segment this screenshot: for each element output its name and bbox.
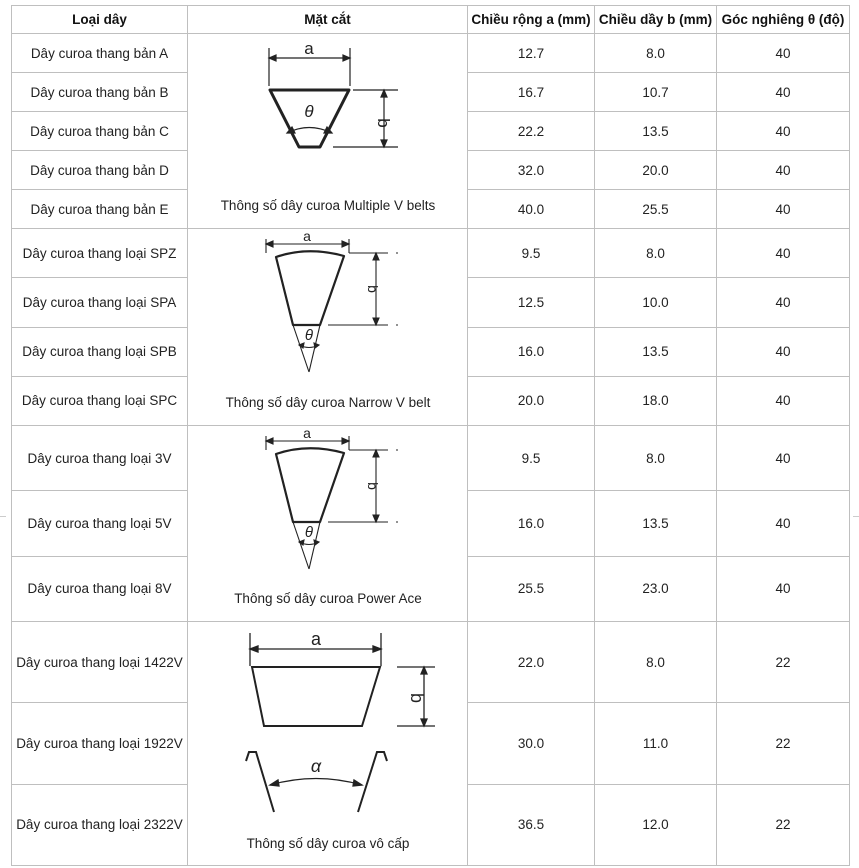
cross-section-power-ace: [188, 426, 468, 622]
value-b: 11.0: [595, 703, 717, 784]
belt-name: Dây curoa thang bản D: [12, 151, 188, 190]
caption-power-ace: Thông số dây curoa Power Ace: [234, 591, 422, 606]
value-angle: 40: [717, 556, 850, 621]
value-a: 40.0: [468, 190, 595, 229]
value-b: 8.0: [595, 426, 717, 491]
value-a: 20.0: [468, 376, 595, 425]
label-theta: θ: [304, 327, 314, 344]
value-b: 18.0: [595, 376, 717, 425]
value-b: 20.0: [595, 151, 717, 190]
page-edge-mark-right: [853, 516, 859, 517]
label-a: a: [310, 629, 322, 649]
table-row: [12, 622, 850, 703]
v-belt-spec-table: [11, 5, 850, 866]
belt-name: Dây curoa thang bản C: [12, 112, 188, 151]
value-a: 32.0: [468, 151, 595, 190]
belt-name: Dây curoa thang loại SPZ: [12, 229, 188, 278]
belt-name: Dây curoa thang loại SPB: [12, 327, 188, 376]
page-edge-mark-left: [0, 516, 6, 517]
value-angle: 40: [717, 34, 850, 73]
belt-name: Dây curoa thang loại 1422V: [12, 622, 188, 703]
value-b: 23.0: [595, 556, 717, 621]
value-a: 9.5: [468, 426, 595, 491]
power-ace-belt-diagram: [188, 426, 468, 621]
value-angle: 40: [717, 491, 850, 556]
caption-multiple-v: Thông số dây curoa Multiple V belts: [220, 198, 436, 213]
value-angle: 40: [717, 190, 850, 229]
dot-marker: [396, 324, 398, 326]
value-angle: 40: [717, 376, 850, 425]
value-a: 22.0: [468, 622, 595, 703]
narrow-v-belt-diagram: [188, 229, 468, 425]
value-a: 16.0: [468, 327, 595, 376]
value-angle: 22: [717, 784, 850, 865]
value-b: 8.0: [595, 229, 717, 278]
belt-name: Dây curoa thang bản B: [12, 73, 188, 112]
label-b: b: [407, 692, 427, 704]
value-angle: 40: [717, 73, 850, 112]
value-b: 12.0: [595, 784, 717, 865]
label-b: b: [365, 285, 381, 293]
belt-name: Dây curoa thang loại 8V: [12, 556, 188, 621]
value-a: 22.2: [468, 112, 595, 151]
belt-name: Dây curoa thang loại 2322V: [12, 784, 188, 865]
cross-section-multiple-v: [188, 34, 468, 229]
label-alpha: α: [310, 756, 322, 776]
dot-marker: [396, 449, 398, 451]
value-a: 12.5: [468, 278, 595, 327]
value-angle: 22: [717, 622, 850, 703]
table-row: [12, 229, 850, 278]
header-cross-section: Mặt cắt: [188, 6, 468, 34]
value-angle: 40: [717, 327, 850, 376]
value-angle: 22: [717, 703, 850, 784]
value-angle: 40: [717, 426, 850, 491]
cross-section-narrow-v: [188, 229, 468, 426]
variable-speed-belt-diagram: [188, 622, 468, 865]
label-theta: θ: [304, 524, 314, 541]
value-b: 8.0: [595, 622, 717, 703]
value-angle: 40: [717, 229, 850, 278]
dot-marker: [396, 521, 398, 523]
header-thickness-b: Chiều dầy b (mm): [595, 6, 717, 34]
value-angle: 40: [717, 278, 850, 327]
value-angle: 40: [717, 112, 850, 151]
dot-marker: [396, 252, 398, 254]
label-b: b: [365, 482, 381, 490]
value-b: 10.7: [595, 73, 717, 112]
caption-narrow-v: Thông số dây curoa Narrow V belt: [225, 395, 431, 410]
caption-variable-speed: Thông số dây curoa vô cấp: [246, 836, 410, 851]
value-a: 36.5: [468, 784, 595, 865]
value-a: 9.5: [468, 229, 595, 278]
table-row: [12, 426, 850, 491]
label-a: a: [303, 229, 311, 244]
multiple-v-belt-diagram: [188, 34, 468, 228]
value-a: 16.7: [468, 73, 595, 112]
value-b: 13.5: [595, 112, 717, 151]
belt-name: Dây curoa thang bản A: [12, 34, 188, 73]
belt-name: Dây curoa thang loại SPA: [12, 278, 188, 327]
belt-name: Dây curoa thang bản E: [12, 190, 188, 229]
value-a: 30.0: [468, 703, 595, 784]
belt-name: Dây curoa thang loại 5V: [12, 491, 188, 556]
value-b: 13.5: [595, 327, 717, 376]
label-theta: θ: [304, 102, 314, 121]
value-b: 25.5: [595, 190, 717, 229]
cross-section-variable-speed: [188, 622, 468, 866]
header-width-a: Chiều rộng a (mm): [468, 6, 595, 34]
belt-name: Dây curoa thang loại SPC: [12, 376, 188, 425]
belt-name: Dây curoa thang loại 1922V: [12, 703, 188, 784]
label-b: b: [374, 118, 393, 128]
table-row: [12, 34, 850, 73]
header-angle: Góc nghiêng θ (độ): [717, 6, 850, 34]
label-a: a: [303, 426, 311, 441]
belt-name: Dây curoa thang loại 3V: [12, 426, 188, 491]
value-a: 25.5: [468, 556, 595, 621]
label-a: a: [304, 39, 314, 58]
header-belt-type: Loại dây: [12, 6, 188, 34]
value-b: 10.0: [595, 278, 717, 327]
value-angle: 40: [717, 151, 850, 190]
value-a: 12.7: [468, 34, 595, 73]
value-b: 13.5: [595, 491, 717, 556]
value-a: 16.0: [468, 491, 595, 556]
value-b: 8.0: [595, 34, 717, 73]
header-row: [12, 6, 850, 34]
